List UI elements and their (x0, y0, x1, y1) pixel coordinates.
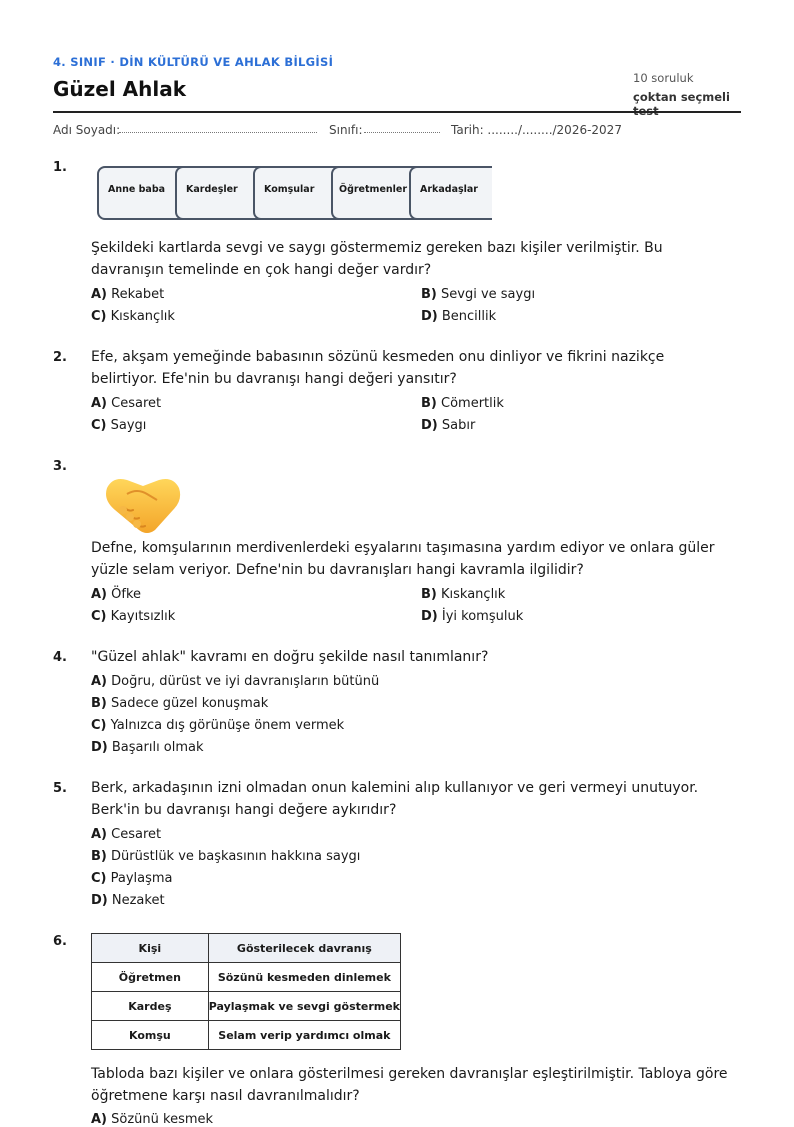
table-row (92, 992, 401, 1021)
person-cards (97, 166, 492, 220)
table-cell: Kardeş (92, 992, 209, 1021)
option-b[interactable]: B) Kıskançlık (421, 587, 506, 602)
table-header: Gösterilecek davranış (208, 934, 400, 963)
option-b[interactable]: B) Sadece güzel konuşmak (91, 696, 269, 711)
option-c[interactable]: C) Saygı (91, 418, 147, 433)
option-d[interactable]: D) İyi komşuluk (421, 609, 524, 624)
handshake-icon (103, 470, 183, 538)
option-c[interactable]: C) Paylaşma (91, 871, 173, 886)
option-d[interactable]: D) Başarılı olmak (91, 740, 204, 755)
option-b[interactable]: B) Sevgi ve saygı (421, 287, 536, 302)
question-number: 4. (53, 650, 67, 665)
option-a[interactable]: A) Öfke (91, 587, 142, 602)
card-label: Öğretmenler (339, 184, 408, 195)
option-d[interactable]: D) Sabır (421, 418, 476, 433)
question-number: 5. (53, 781, 67, 796)
table-cell: Sözünü kesmeden dinlemek (208, 963, 400, 992)
name-label: Adı Soyadı: (53, 123, 121, 137)
option-a[interactable]: A) Rekabet (91, 287, 165, 302)
subject-label: 4. SINIF · DİN KÜLTÜRÜ VE AHLAK BİLGİSİ (53, 55, 334, 69)
question-stem: Tabloda bazı kişiler ve onlara gösterilmesi gereken davranışlar eşleştirilmiştir. Tabloya göre öğretmene karşı nasıl davranılmalıdır? (91, 1066, 728, 1104)
header-divider (53, 111, 741, 113)
table-cell: Komşu (92, 1021, 209, 1050)
option-c[interactable]: C) Yalnızca dış görünüşe önem vermek (91, 718, 345, 733)
test-type: çoktan seçmeli (633, 90, 730, 104)
card-label: Komşular (264, 184, 315, 195)
option-b[interactable]: B) Dürüstlük ve başkasının hakkına saygı (91, 849, 361, 864)
question-stem: "Güzel ahlak" kavramı en doğru şekilde nasıl tanımlanır? (91, 649, 489, 665)
question-stem: Efe, akşam yemeğinde babasının sözünü kesmeden onu dinliyor ve fikrini nazikçe belirtiyor. Efe'nin bu davranışı hangi değeri yansıtır? (91, 349, 665, 387)
question-stem: Berk, arkadaşının izni olmadan onun kalemini alıp kullanıyor ve geri vermeyi unutuyor. Berk'in bu davranışı hangi değere aykırıdır? (91, 780, 699, 818)
question-stem: Şekildeki kartlarda sevgi ve saygı göstermemiz gereken bazı kişiler verilmiştir. Bu davranışın temelinde en çok hangi değer vardır? (91, 240, 663, 278)
card-label: Anne baba (108, 184, 166, 195)
question-number: 6. (53, 934, 67, 949)
table-cell: Öğretmen (92, 963, 209, 992)
table-header: Kişi (92, 934, 209, 963)
card-label: Kardeşler (186, 184, 238, 195)
option-b[interactable]: B) Cömertlik (421, 396, 504, 411)
page-title: Güzel Ahlak (53, 77, 187, 101)
option-a[interactable]: A) Cesaret (91, 396, 162, 411)
date-label: Tarih: ......../......../2026-2027 (451, 123, 622, 137)
option-a[interactable]: A) Sözünü kesmek (91, 1112, 214, 1127)
question-number: 2. (53, 350, 67, 365)
option-d[interactable]: D) Bencillik (421, 309, 497, 324)
card-arkadaslar (409, 166, 492, 220)
question-stem: Defne, komşularının merdivenlerdeki eşyalarını taşımasına yardım ediyor ve onlara güler yüzle selam veriyor. Defne'nin bu davranışları hangi kavramla ilgilidir? (91, 540, 715, 578)
class-label: Sınıfı: (329, 123, 363, 137)
question-number: 1. (53, 160, 67, 175)
card-label: Arkadaşlar (420, 184, 478, 195)
table-cell: Paylaşmak ve sevgi göstermek (208, 992, 400, 1021)
option-d[interactable]: D) Nezaket (91, 893, 165, 908)
table-header-row (92, 934, 401, 963)
table-row (92, 1021, 401, 1050)
option-a[interactable]: A) Cesaret (91, 827, 162, 842)
option-c[interactable]: C) Kayıtsızlık (91, 609, 176, 624)
table-cell: Selam verip yardımcı olmak (208, 1021, 400, 1050)
behavior-table (91, 933, 401, 1058)
option-a[interactable]: A) Doğru, dürüst ve iyi davranışların bütünü (91, 674, 380, 689)
question-count: 10 soruluk (633, 71, 694, 85)
option-c[interactable]: C) Kıskançlık (91, 309, 175, 324)
question-number: 3. (53, 459, 67, 474)
table-row (92, 963, 401, 992)
